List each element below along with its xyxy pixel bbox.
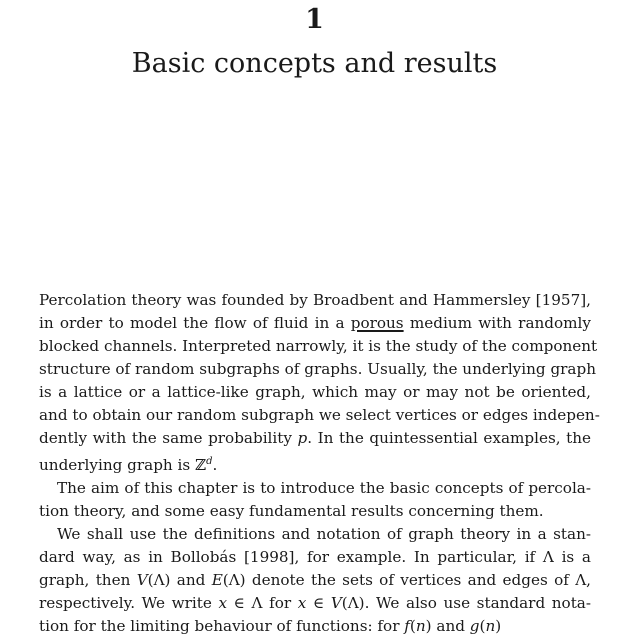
chapter-number: 1 (305, 4, 324, 35)
paragraph (39, 523, 591, 636)
text-line: respectively. We write x ∈ Λ for x ∈ V(Λ). We also use standard nota- (39, 594, 591, 613)
text-line: dently with the same probability p. In the quintessential examples, the (39, 429, 592, 447)
text-line: in order to model the flow of fluid in a porous medium with randomly (39, 314, 591, 332)
math-symbol: g (469, 617, 480, 636)
text-line: Percolation theory was founded by Broadbent and Hammersley [1957], (39, 291, 591, 309)
math-symbol: n (415, 617, 426, 636)
math-symbol: n (485, 617, 496, 636)
math-symbol: x (297, 594, 307, 613)
superscript: d (206, 456, 213, 467)
math-symbol: E (211, 571, 223, 590)
text-line: dard way, as in Bollobás [1998], for example. In particular, if Λ is a (39, 548, 591, 567)
math-symbol: x (218, 594, 228, 613)
paragraph (39, 477, 591, 523)
math-symbol: f (404, 617, 410, 636)
text-line: structure of random subgraphs of graphs. Usually, the underlying graph (39, 360, 596, 378)
text-line: underlying graph is ℤ$^d$. (39, 456, 218, 475)
text-line: tion for the limiting behaviour of functions: for f(n) and g(n) (39, 617, 502, 636)
math-symbol: V (136, 571, 148, 590)
text-line: tion theory, and some easy fundamental results concerning them. (39, 502, 544, 521)
text-line: graph, then V(Λ) and E(Λ) denote the sets of vertices and edges of Λ, (39, 571, 591, 590)
text-line: We shall use the definitions and notation of graph theory in a stan- (57, 525, 591, 544)
body-text (39, 289, 600, 636)
math-symbol: V (330, 594, 342, 613)
text-line: The aim of this chapter is to introduce the basic concepts of percola- (57, 479, 591, 498)
text-line: and to obtain our random subgraph we select vertices or edges indepen- (39, 406, 600, 424)
chapter-title: Basic concepts and results (131, 48, 498, 79)
text-line: blocked channels. Interpreted narrowly, it is the study of the component (39, 337, 598, 355)
paragraph (39, 289, 600, 477)
math-symbol: p (297, 429, 308, 447)
highlighted-word[interactable]: porous (350, 314, 404, 332)
text-line: is a lattice or a lattice-like graph, which may or may not be oriented, (39, 383, 591, 401)
